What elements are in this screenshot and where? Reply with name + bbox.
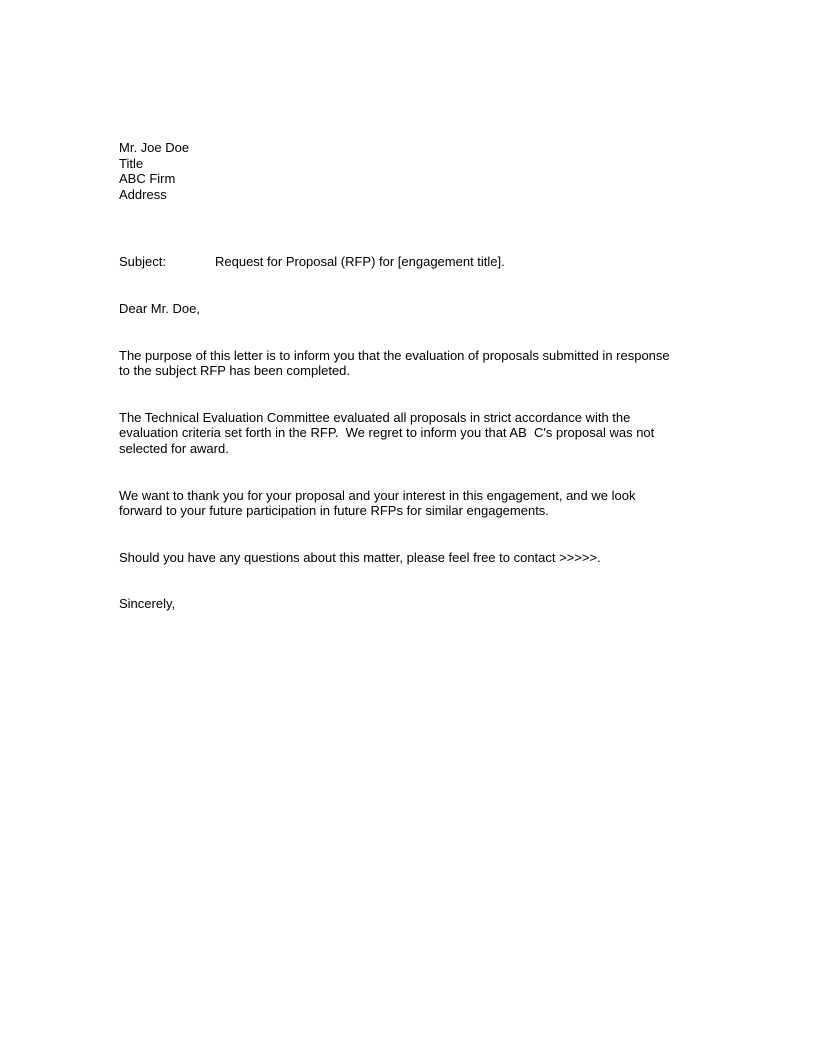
subject-label: Subject: xyxy=(119,254,166,270)
subject-line xyxy=(119,254,671,270)
body-paragraph-4: Should you have any questions about this matter, please feel free to contact >>>>>. xyxy=(119,549,601,565)
closing: Sincerely, xyxy=(119,596,176,612)
body-paragraph-1: The purpose of this letter is to inform you that the evaluation of proposals submitted in response to the subject RFP has been completed. xyxy=(119,347,674,379)
salutation: Dear Mr. Doe, xyxy=(119,300,200,316)
body-paragraph-3: We want to thank you for your proposal and your interest in this engagement, and we look forward to your future participation in future RFPs for similar engagements. xyxy=(119,487,640,519)
letter-body xyxy=(119,140,674,612)
recipient-title: Title xyxy=(119,155,144,171)
recipient-name: Mr. Joe Doe xyxy=(119,140,190,155)
recipient-company: ABC Firm xyxy=(119,171,176,187)
recipient-address: Address xyxy=(119,186,167,202)
subject-value: Request for Proposal (RFP) for [engagement title]. xyxy=(215,254,505,270)
body-paragraph-2: The Technical Evaluation Committee evaluated all proposals in strict accordance with the evaluation criteria set forth in the RFP. We regret to inform you that AB C's proposal was not selected for award. xyxy=(119,409,658,456)
recipient-address-block xyxy=(119,140,671,202)
